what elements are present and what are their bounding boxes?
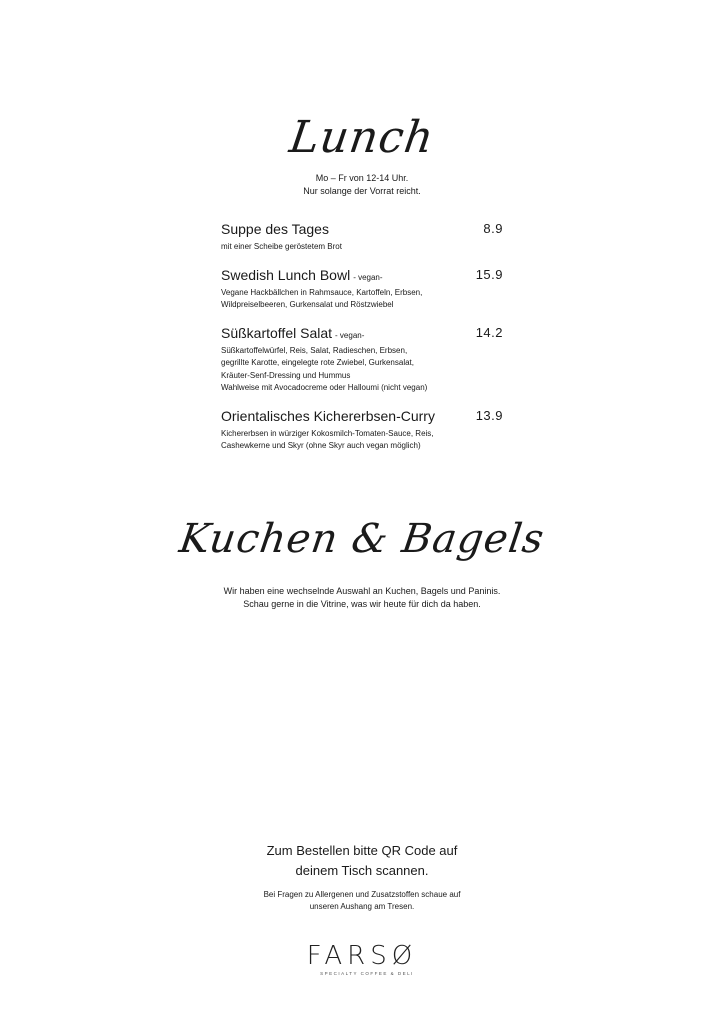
description-line: Kräuter-Senf-Dressing und Hummus bbox=[221, 370, 351, 380]
order-line: Zum Bestellen bitte QR Code auf bbox=[266, 843, 458, 858]
kuchen-description bbox=[0, 585, 724, 611]
vegan-tag: - vegan- bbox=[335, 330, 365, 340]
lunch-heading: Lunch bbox=[286, 112, 438, 163]
kuchen-line: Schau gerne in die Vitrine, was wir heute für dich da haben. bbox=[243, 599, 481, 609]
description-line: Kichererbsen in würziger Kokosmilch-Tomaten-Sauce, Reis, bbox=[221, 428, 434, 438]
menu-item-price: 8.9 bbox=[483, 221, 503, 236]
lunch-menu bbox=[221, 220, 503, 465]
menu-item-suppe bbox=[221, 220, 503, 254]
description-line: Cashewkerne und Skyr (ohne Skyr auch vegan möglich) bbox=[221, 441, 421, 450]
farso-logo bbox=[0, 943, 724, 976]
description-line: Süßkartoffelwürfel, Reis, Salat, Radieschen, Erbsen, bbox=[221, 345, 408, 355]
allergen-note bbox=[0, 889, 724, 913]
kuchen-bagels-heading: Kuchen & Bagels bbox=[176, 516, 548, 562]
description-line: Wahlweise mit Avocadocreme oder Halloumi (nicht vegan) bbox=[221, 383, 428, 392]
allergen-line: Bei Fragen zu Allergenen und Zusatzstoffen schaue auf bbox=[263, 890, 461, 899]
menu-item-description bbox=[221, 287, 503, 312]
lunch-availability: Nur solange der Vorrat reicht. bbox=[303, 186, 421, 196]
menu-item-kichererbsen-curry bbox=[221, 407, 503, 453]
order-line: deinem Tisch scannen. bbox=[295, 863, 429, 878]
menu-item-price: 14.2 bbox=[475, 324, 503, 340]
description-line: mit einer Scheibe geröstetem Brot bbox=[221, 242, 342, 251]
menu-item-price: 13.9 bbox=[475, 407, 503, 423]
menu-item-swedish-bowl bbox=[221, 266, 503, 312]
logo-tagline: SPECIALTY COFFEE & DELI bbox=[320, 971, 414, 976]
description-line: gegrillte Karotte, eingelegte rote Zwiebel, Gurkensalat, bbox=[221, 358, 414, 367]
lunch-hours-note bbox=[0, 172, 724, 198]
allergen-line: unseren Aushang am Tresen. bbox=[309, 902, 415, 911]
order-instructions bbox=[0, 841, 724, 881]
menu-item-suesskartoffel-salat bbox=[221, 324, 503, 395]
menu-item-name: Süßkartoffel Salat bbox=[221, 324, 333, 341]
menu-item-description bbox=[221, 428, 503, 453]
menu-item-name: Suppe des Tages bbox=[221, 221, 329, 237]
vegan-tag: - vegan- bbox=[353, 272, 383, 282]
menu-item-name: Orientalisches Kichererbsen-Curry bbox=[221, 407, 435, 424]
menu-item-price: 15.9 bbox=[475, 266, 503, 282]
menu-item-description bbox=[221, 345, 503, 395]
description-line: Wildpreiselbeeren, Gurkensalat und Röstzwiebel bbox=[221, 300, 394, 309]
kuchen-line: Wir haben eine wechselnde Auswahl an Kuchen, Bagels und Paninis. bbox=[223, 586, 501, 596]
menu-item-description bbox=[221, 241, 503, 254]
lunch-hours: Mo – Fr von 12-14 Uhr. bbox=[315, 173, 409, 183]
description-line: Vegane Hackbällchen in Rahmsauce, Kartoffeln, Erbsen, bbox=[221, 287, 423, 297]
logo-wordmark: FARSØ bbox=[306, 941, 418, 971]
menu-item-name: Swedish Lunch Bowl bbox=[221, 266, 351, 283]
